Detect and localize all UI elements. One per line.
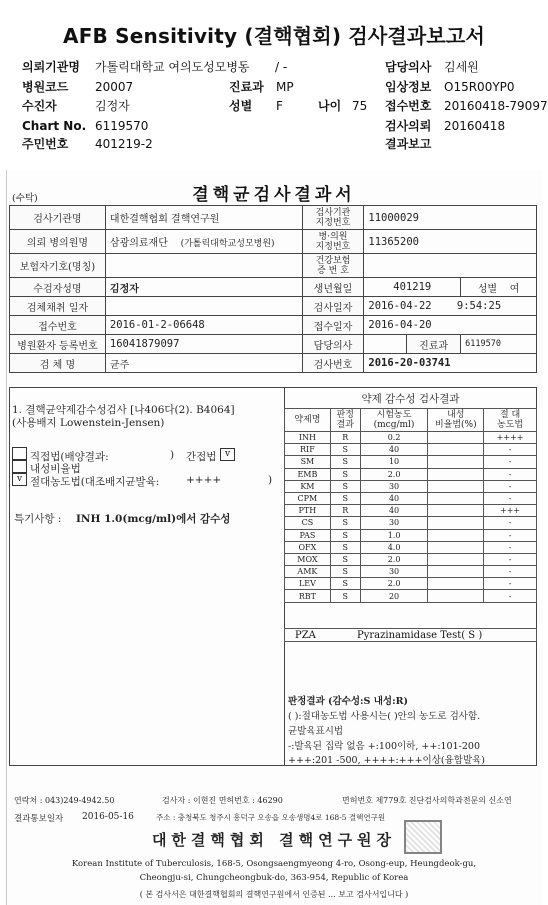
susceptibility-row [285,444,537,456]
ab-concentration: 30 [360,480,428,492]
examiner-info: 검사자 : 이현진 면허번호 : 46290 [162,796,283,805]
institution-label: 의뢰기관명 [22,60,80,74]
hospital-code-label: 병원코드 [22,80,69,94]
ab-result: S [330,517,360,529]
susceptibility-row [285,492,537,504]
ab-result: S [330,444,360,456]
col-header-proportion: 내성 비율범(%) [428,409,484,432]
footer-note: ( 본 검사서은 대한결핵협회의 결핵연구원에서 인증된 ... 보고 검사서입니다 ) [139,890,409,899]
absolute-method-close: ) [268,474,273,486]
info-label: 수검자성명 [10,278,106,297]
ab-drug: OFX [285,541,331,553]
info-value [105,297,302,316]
info-label: 접수일자 [302,316,364,335]
info-label: 검 체 명 [10,354,106,373]
proportion-method-checkbox [12,460,27,473]
info-value: 11000029 [364,206,537,230]
hospital-name-sub: (가톨릭대학교성모병원) [180,239,275,249]
collector-label: 수진자 [22,99,57,113]
susceptibility-row [285,566,537,578]
ab-absolute: - [484,590,537,602]
ab-concentration: 30 [360,566,428,578]
ab-result: R [330,505,360,517]
sex-label: 성별 [229,99,253,113]
info-label: 건강보험 증 번 호 [302,254,364,278]
ab-absolute: - [484,492,537,504]
form-corner-label: (수탁) [12,193,38,204]
receipt-label: 접수번호 [385,99,432,113]
col-header-absolute: 절 대 농도법 [484,409,537,432]
license-info: 면허번호 제779호 진단검사의학과전문의 신소연 [342,796,512,805]
judge-line-4: +++:201 -500, ++++:+++이상(융합발육) [288,755,486,766]
sex-value-form: 여 [509,283,520,295]
ab-drug: MOX [285,553,331,565]
institution-extra: / - [275,60,288,74]
ab-proportion [428,480,484,492]
info-label: 검체채취 일자 [10,297,106,316]
info-value [364,254,537,278]
ab-absolute: - [484,566,537,578]
dept-label: 진료과 [229,80,264,94]
ab-concentration: 2.0 [360,468,428,480]
test-date: 2016-04-22 9:54:25 [364,297,537,316]
ab-concentration: 1.0 [360,529,428,541]
pza-result: Pyrazinamidase Test( S ) [357,630,483,641]
org-english-line-1: Korean Institute of Tuberculosis, 168-5, Osongsaengmyeong 4-ro, Osong-eup, Heungdeok-gu, [71,859,477,869]
pza-label: PZA [295,630,316,641]
test-number: 2016-20-03741 [364,354,537,373]
info-label: 담당의사 [302,335,364,354]
ab-proportion [428,505,484,517]
col-header-drug: 약제명 [285,409,331,432]
judge-line-1: ( ):절대농도법 사용시는( )안의 농도로 검사함. [288,711,481,722]
susceptibility-table [284,408,537,603]
indirect-method-checkbox: v [220,448,235,461]
clinical-value: O15R00YP0 [444,80,515,94]
ab-absolute: - [484,444,537,456]
ab-drug: PTH [285,505,331,517]
age-value: 75 [352,99,368,113]
ab-absolute: ++++ [484,432,537,444]
ab-absolute: - [484,480,537,492]
ab-absolute: - [484,541,537,553]
ab-drug: RBT [285,590,331,602]
ab-result: S [330,566,360,578]
info-label: 병·의원 지정번호 [302,230,364,254]
ab-absolute: - [484,553,537,565]
report-title: AFB Sensitivity (결핵협회) 검사결과보고서 [63,24,485,48]
sex-value: F [276,99,283,113]
absolute-method-label: 절대농도법(대조배지균발육: [30,476,160,488]
ab-concentration: 20 [360,590,428,602]
ab-drug: LEV [285,578,331,590]
request-date-label: 검사의뢰 [385,119,432,133]
test-name: 1. 결핵균약제감수성검사 [나406다(2). B4064] [12,404,235,416]
info-label: 의뢰 병의원명 [10,230,106,254]
ab-proportion [428,553,484,565]
ab-drug: CPM [285,492,331,504]
ab-proportion [428,432,484,444]
susceptibility-rows [285,432,537,603]
ab-proportion [428,590,484,602]
susceptibility-row [285,553,537,565]
info-label: 검사기관 지정번호 [302,206,364,230]
col-header-result: 판정 결과 [330,409,360,432]
patient-name: 김정자 [105,278,302,297]
info-value: 11365200 [364,230,537,254]
susceptibility-row [285,517,537,529]
susceptibility-title: 약제 감수성 검사결과 [361,393,460,405]
info-value [364,335,407,354]
ab-drug: AMK [285,566,331,578]
ab-result: R [330,432,360,444]
dept-value-form: 6119570 [461,335,537,354]
ab-drug: RIF [285,444,331,456]
special-note-value: INH 1.0(mcg/ml)에서 감수성 [76,513,231,525]
indirect-method-label: 간접법 [186,451,217,463]
absolute-method-checkbox: v [12,473,27,486]
ab-concentration: 4.0 [360,541,428,553]
contact-info: 연락처 : 043)249-4942.50 [14,796,115,805]
receipt-number-form: 2016-01-2-06648 [105,316,302,335]
form-title: 결핵균검사결과서 [192,185,356,205]
ab-result: S [330,492,360,504]
sex-label-form: 성별 [477,283,498,295]
info-value: 대한결핵협회 결핵연구원 [105,206,302,230]
info-label: 생년월일 [302,278,364,297]
ab-concentration: 10 [360,456,428,468]
info-label: 진료과 [407,335,461,354]
direct-method-label: 직접법(배양결과: [30,451,109,463]
ab-proportion [428,444,484,456]
ab-result: S [330,553,360,565]
institution-value: 가톨릭대학교 여의도성모병동 [95,60,250,74]
clinical-label: 임상정보 [385,80,432,94]
ab-result: S [330,541,360,553]
susceptibility-row [285,578,537,590]
ab-concentration: 0.2 [360,432,428,444]
ab-absolute: - [484,578,537,590]
judge-title: 판정결과 (감수성:S 내성:R) [288,696,408,707]
ab-concentration: 2.0 [360,578,428,590]
susceptibility-row [285,505,537,517]
info-value [105,254,302,278]
org-address: 주소 : 충청북도 청주시 흥덕구 오송읍 오송생명4로 168-5 결핵연구원 [156,813,386,822]
col-header-concentration: 시험농도 (mcg/ml) [360,409,428,432]
judge-line-3: -:발육된 집락 없음 +:100이하, ++:101-200 [288,741,480,752]
info-label: 검사기관명 [10,206,106,230]
susceptibility-row [285,468,537,480]
specimen-name: 균주 [105,354,302,373]
ab-drug: KM [285,480,331,492]
ab-proportion [428,468,484,480]
report-date-label: 결과통보일자 [14,814,64,824]
ab-proportion [428,456,484,468]
request-date-value: 20160418 [444,119,506,133]
susceptibility-row [285,541,537,553]
rrn-value: 401219-2 [95,137,153,151]
ab-result: S [330,468,360,480]
susceptibility-row [285,456,537,468]
doctor-value: 김세원 [444,60,479,74]
ab-proportion [428,517,484,529]
control-growth-value: ++++ [186,474,222,486]
dept-value: MP [276,80,294,94]
ab-absolute: - [484,529,537,541]
susceptibility-row [285,590,537,602]
direct-method-close: ) [170,449,175,461]
org-english-line-2: Cheongju-si, Chungcheongbuk-do, 363-954, Republic of Korea [139,873,409,883]
ab-result: S [330,578,360,590]
hospital-name: 삼광의료재단 [109,238,168,249]
info-table [9,205,537,373]
special-note-label: 특기사항 : [14,513,62,525]
hospital-code-value: 20007 [95,80,134,94]
direct-method-checkbox [12,447,27,460]
patient-reg-number: 16041879097 [105,335,302,354]
ab-proportion [428,566,484,578]
susceptibility-row [285,432,537,444]
ab-drug: CS [285,517,331,529]
susceptibility-row [285,480,537,492]
ab-proportion [428,578,484,590]
info-label: 검사일자 [302,297,364,316]
collector-value: 김정자 [95,99,130,113]
ab-result: S [330,480,360,492]
medium-name: (사용배지 Lowenstein-Jensen) [12,417,165,429]
ab-concentration: 2.0 [360,553,428,565]
info-label: 보험자기호(명칭) [10,254,106,278]
doctor-label: 담당의사 [385,60,432,74]
ab-concentration: 30 [360,517,428,529]
rrn-label: 주민번호 [22,137,69,151]
ab-concentration: 40 [360,505,428,517]
report-label: 결과보고 [385,137,432,151]
proportion-method-label: 내성비율법 [30,463,81,475]
org-name: 대한결핵협회 결핵연구원장 [151,831,397,849]
info-label: 접수번호 [10,316,106,335]
chart-label: Chart No. [22,119,87,133]
ab-drug: SM [285,456,331,468]
ab-proportion [428,541,484,553]
info-label: 검사번호 [302,354,364,373]
birth-date: 401219 [364,278,461,297]
judge-line-2: 균발육표시법 [288,726,344,737]
ab-absolute: +++ [484,505,537,517]
ab-absolute: - [484,517,537,529]
susceptibility-row [285,529,537,541]
ab-drug: PAS [285,529,331,541]
ab-drug: INH [285,432,331,444]
pza-row [284,628,537,642]
receipt-value: 20160418-79097 [444,99,548,113]
info-label: 병원환자 등록번호 [10,335,106,354]
chart-value: 6119570 [95,119,149,133]
ab-concentration: 40 [360,492,428,504]
ab-result: S [330,529,360,541]
info-value [105,230,302,254]
ab-result: S [330,456,360,468]
age-label: 나이 [318,99,342,113]
ab-concentration: 40 [360,444,428,456]
ab-result: S [330,590,360,602]
ab-drug: EMB [285,468,331,480]
ab-proportion [428,529,484,541]
report-date-value: 2016-05-16 [82,812,134,822]
ab-absolute: - [484,456,537,468]
ab-proportion [428,492,484,504]
ab-absolute: - [484,468,537,480]
receipt-date-form: 2016-04-20 [364,316,537,335]
